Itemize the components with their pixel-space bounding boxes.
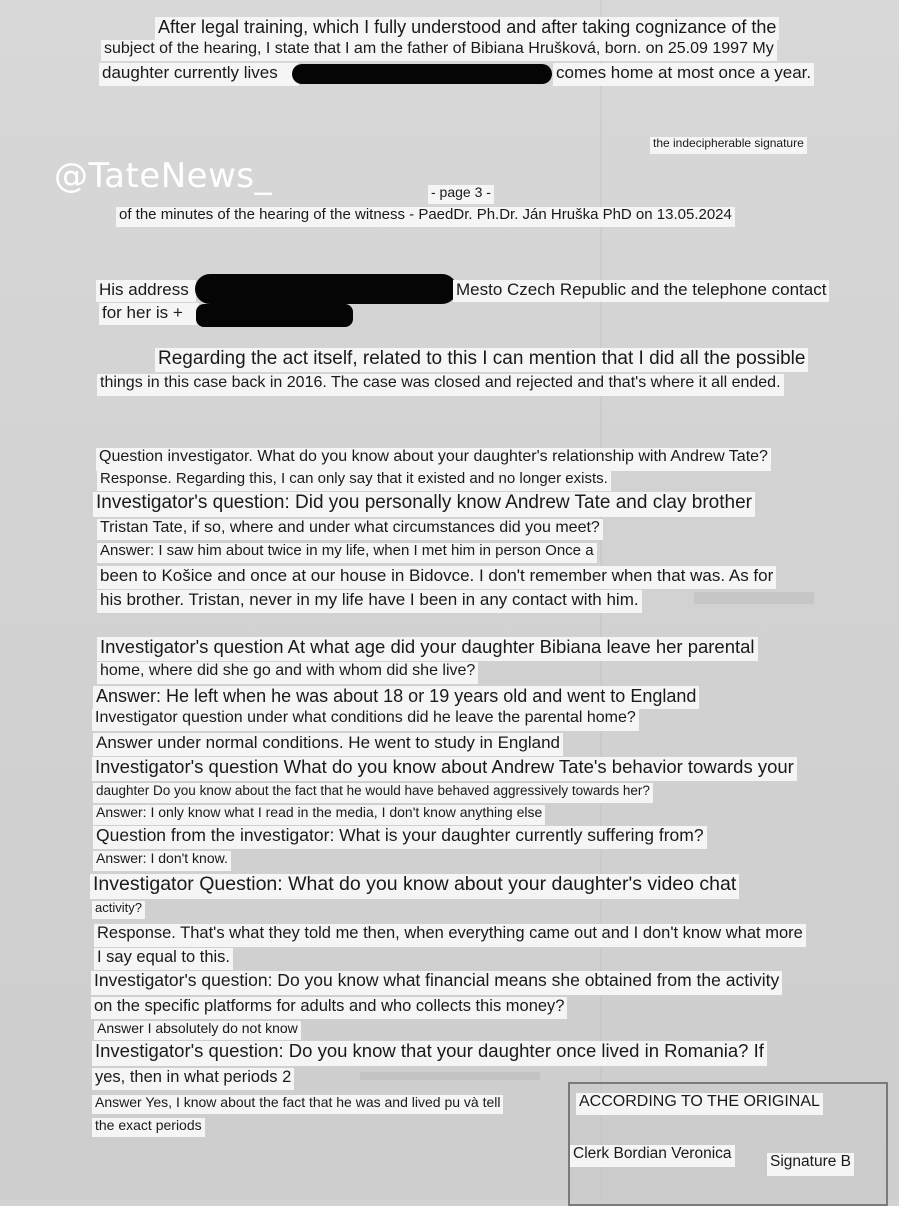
question-line: yes, then in what periods 2 [92, 1068, 294, 1090]
answer-line: Answer: I saw him about twice in my life, when I met him in person Once a [97, 543, 597, 563]
question-line: Investigator's question: Did you personally know Andrew Tate and clay brother [93, 492, 755, 517]
page-number: - page 3 - [428, 185, 494, 204]
redaction-bar [195, 274, 457, 304]
statement-line: daughter currently lives [99, 63, 299, 86]
redaction-bar [196, 304, 353, 327]
answer-line: Response. Regarding this, I can only say that it existed and no longer exists. [97, 471, 611, 491]
statement-line: comes home at most once a year. [553, 63, 814, 86]
question-line: daughter Do you know about the fact that he would have behaved aggressively towards her? [93, 783, 653, 803]
statement-line: After legal training, which I fully understood and after taking cognizance of the [155, 17, 779, 40]
clerk-name: Clerk Bordian Veronica [570, 1145, 735, 1167]
answer-line: Answer under normal conditions. He went to study in England [93, 733, 563, 756]
question-line: Tristan Tate, if so, where and under what circumstances did you meet? [97, 519, 603, 540]
stamp-text: ACCORDING TO THE ORIGINAL [576, 1093, 823, 1115]
answer-line: Answer: He left when he was about 18 or 19 years old and went to England [93, 686, 699, 709]
question-line: activity? [92, 901, 145, 919]
question-line: Investigator's question: Do you know that your daughter once lived in Romania? If [92, 1041, 767, 1066]
answer-line: Answer: I only know what I read in the media, I don't know anything else [93, 805, 545, 825]
redaction-bar [292, 64, 552, 84]
answer-line: Answer I absolutely do not know [94, 1021, 301, 1040]
question-line: home, where did she go and with whom did she live? [97, 662, 478, 684]
question-line: Investigator's question What do you know about Andrew Tate's behavior towards your [92, 757, 797, 781]
minutes-header: of the minutes of the hearing of the witness - PaedDr. Ph.Dr. Ján Hruška PhD on 13.05.2024 [116, 207, 735, 227]
answer-line: been to Košice and once at our house in Bidovce. I don't remember when that was. As for [97, 566, 776, 589]
telephone-label: for her is + [99, 303, 199, 325]
question-line: Investigator's question: Do you know what financial means she obtained from the activity [91, 971, 782, 995]
address-label: His address [96, 280, 196, 302]
question-line: Investigator's question At what age did your daughter Bibiana leave her parental [97, 637, 758, 661]
signature-note: the indecipherable signature [650, 137, 807, 154]
answer-line: his brother. Tristan, never in my life have I been in any contact with him. [97, 590, 642, 613]
question-line: Question investigator. What do you know about your daughter's relationship with Andrew Tate? [96, 448, 771, 471]
signature-label: Signature B [767, 1153, 854, 1176]
address-text: Mesto Czech Republic and the telephone contact [453, 280, 829, 302]
question-line: Investigator question under what conditions did he leave the parental home? [92, 709, 639, 731]
question-line: on the specific platforms for adults and who collects this money? [91, 997, 567, 1019]
statement-line: subject of the hearing, I state that I am the father of Bibiana Hrušková, born. on 25.09 1997 My [101, 40, 777, 61]
statement-line: things in this case back in 2016. The case was closed and rejected and that's where it all ended. [97, 374, 784, 396]
answer-line: I say equal to this. [94, 948, 233, 970]
statement-line: Regarding the act itself, related to this I can mention that I did all the possible [155, 348, 808, 372]
question-line: Investigator Question: What do you know about your daughter's video chat [90, 874, 739, 899]
scan-artifact [360, 1072, 540, 1080]
watermark-label: @TateNews_ [54, 156, 273, 196]
answer-line: Response. That's what they told me then, when everything came out and I don't know what more [94, 924, 806, 947]
answer-line: Answer: I don't know. [93, 851, 231, 871]
answer-line: the exact periods [92, 1118, 205, 1137]
answer-line: Answer Yes, I know about the fact that he was and lived pu và tell [92, 1095, 503, 1114]
scan-artifact [694, 592, 814, 604]
question-line: Question from the investigator: What is your daughter currently suffering from? [93, 826, 707, 849]
